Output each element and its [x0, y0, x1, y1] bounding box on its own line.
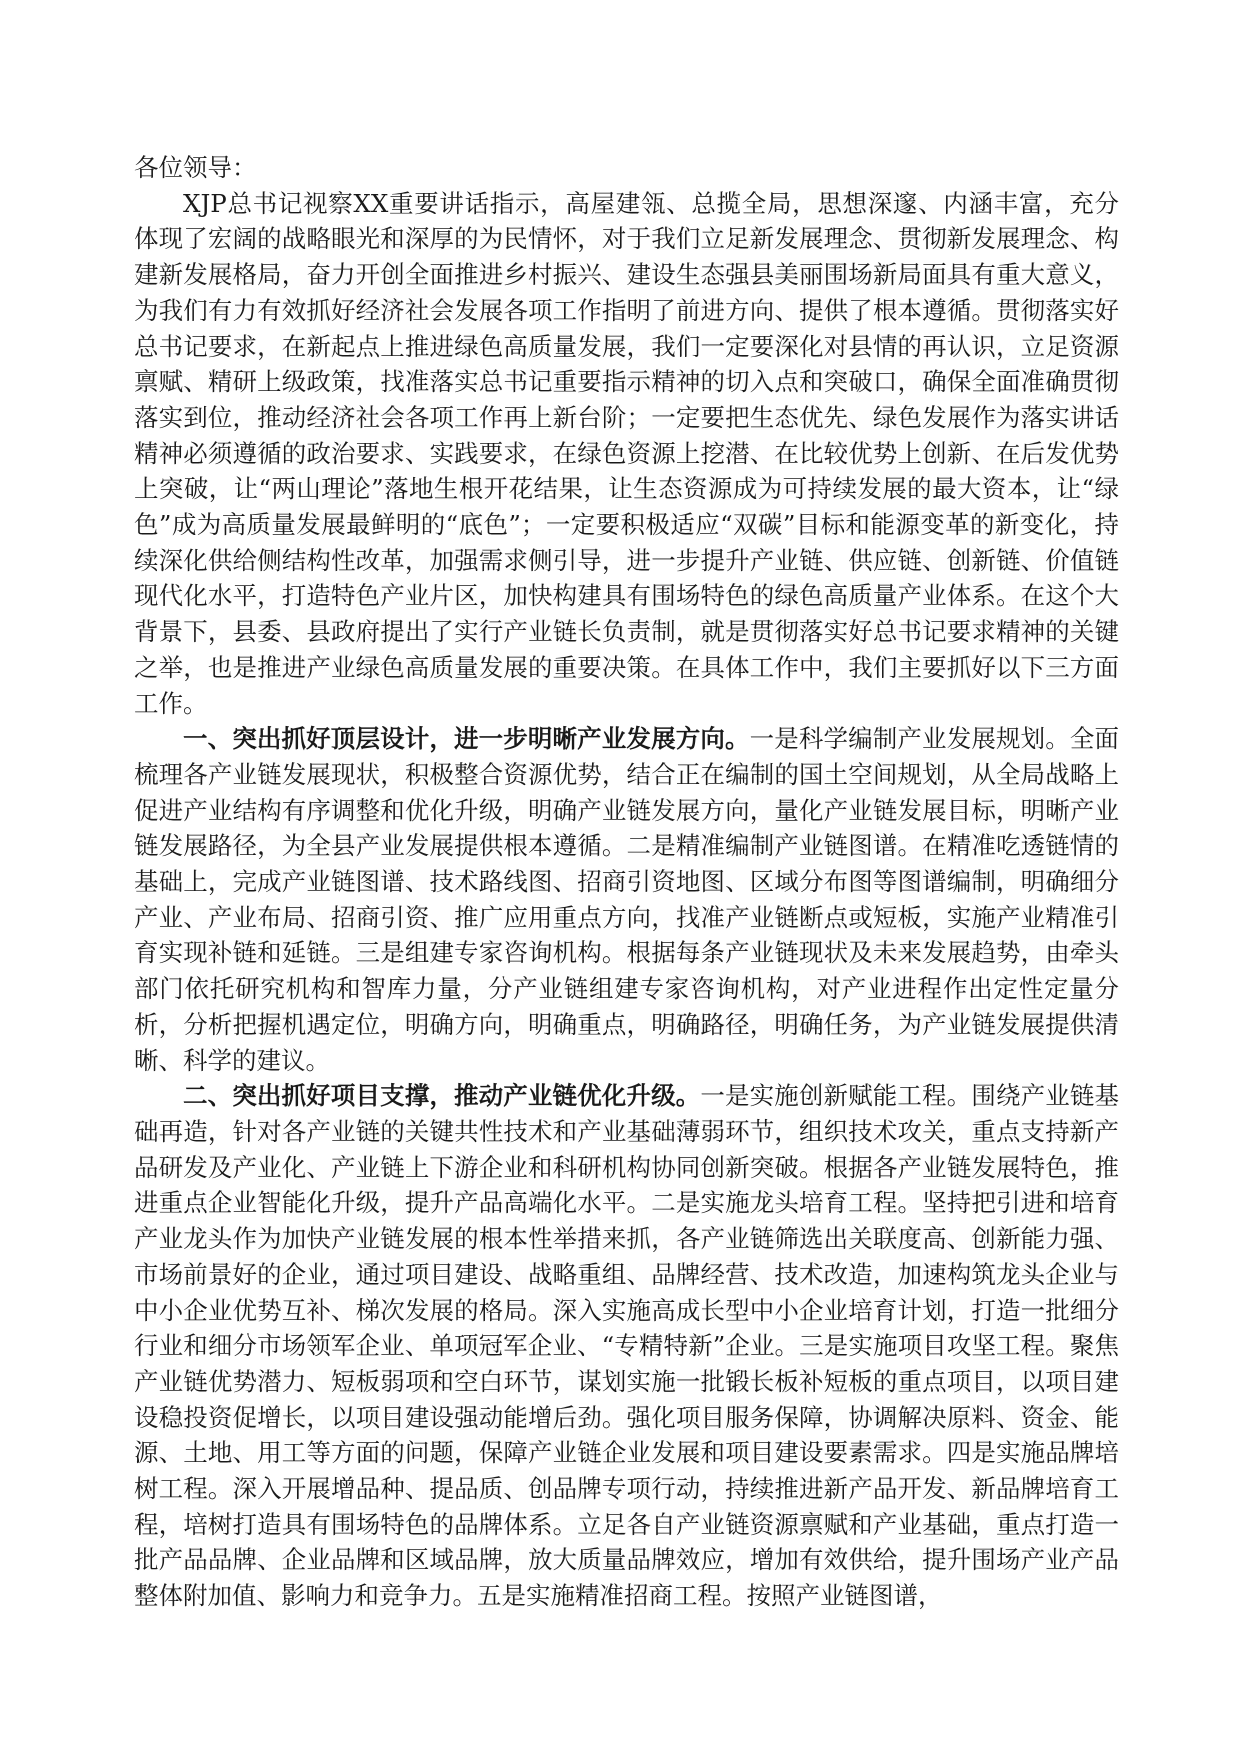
- section-1-paragraph: [134, 721, 1119, 1078]
- section-1-body: 一是科学编制产业发展规划。全面梳理各产业链发展现状，积极整合资源优势，结合正在编制的国土空间规划，从全局战略上促进产业结构有序调整和优化升级，明确产业链发展方向，量化产业链发展目标，明晰产业链发展路径，为全县产业发展提供根本遵循。二是精准编制产业链图谱。在精准吃透链情的基础上，完成产业链图谱、技术路线图、招商引资地图、区域分布图等图谱编制，明确细分产业、产业布局、招商引资、推广应用重点方向，找准产业链断点或短板，实施产业精准引育实现补链和延链。三是组建专家咨询机构。根据每条产业链现状及未来发展趋势，由牵头部门依托研究机构和智库力量，分产业链组建专家咨询机构，对产业进程作出定性定量分析，分析把握机遇定位，明确方向，明确重点，明确路径，明确任务，为产业链发展提供清晰、科学的建议。: [134, 724, 1119, 1075]
- section-2-heading: 二、突出抓好项目支撑，推动产业链优化升级。: [183, 1081, 701, 1111]
- section-2-body: 一是实施创新赋能工程。围绕产业链基础再造，针对各产业链的关键共性技术和产业基础薄弱环节，组织技术攻关，重点支持新产品研发及产业化、产业链上下游企业和科研机构协同创新突破。根据各产业链发展特色，推进重点企业智能化升级，提升产品高端化水平。二是实施龙头培育工程。坚持把引进和培育产业龙头作为加快产业链发展的根本性举措来抓，各产业链筛选出关联度高、创新能力强、市场前景好的企业，通过项目建设、战略重组、品牌经营、技术改造，加速构筑龙头企业与中小企业优势互补、梯次发展的格局。深入实施高成长型中小企业培育计划，打造一批细分行业和细分市场领军企业、单项冠军企业、“专精特新”企业。三是实施项目攻坚工程。聚焦产业链优势潜力、短板弱项和空白环节，谋划实施一批锻长板补短板的重点项目，以项目建设稳投资促增长，以项目建设强动能增后劲。强化项目服务保障，协调解决原料、资金、能源、土地、用工等方面的问题，保障产业链企业发展和项目建设要素需求。四是实施品牌培树工程。深入开展增品种、提品质、创品牌专项行动，持续推进新产品开发、新品牌培育工程，培树打造具有围场特色的品牌体系。立足各自产业链资源禀赋和产业基础，重点打造一批产品品牌、企业品牌和区域品牌，放大质量品牌效应，增加有效供给，提升围场产业产品整体附加值、影响力和竞争力。五是实施精准招商工程。按照产业链图谱，: [134, 1081, 1120, 1611]
- document-page: [134, 150, 1119, 1614]
- salutation: 各位领导：: [134, 153, 257, 182]
- section-1-heading: 一、突出抓好顶层设计，进一步明晰产业发展方向。: [183, 724, 750, 754]
- section-2-paragraph: [134, 1078, 1119, 1614]
- intro-paragraph: XJP总书记视察XX重要讲话指示，高屋建瓴、总揽全局，思想深邃、内涵丰富，充分体现了宏阔的战略眼光和深厚的为民情怀，对于我们立足新发展理念、贯彻新发展理念、构建新发展格局，奋力开创全面推进乡村振兴、建设生态强县美丽围场新局面具有重大意义，为我们有力有效抓好经济社会发展各项工作指明了前进方向、提供了根本遵循。贯彻落实好总书记要求，在新起点上推进绿色高质量发展，我们一定要深化对县情的再认识，立足资源禀赋、精研上级政策，找准落实总书记重要指示精神的切入点和突破口，确保全面准确贯彻落实到位，推动经济社会各项工作再上新台阶；一定要把生态优先、绿色发展作为落实讲话精神必须遵循的政治要求、实践要求，在绿色资源上挖潜、在比较优势上创新、在后发优势上突破，让“两山理论”落地生根开花结果，让生态资源成为可持续发展的最大资本，让“绿色”成为高质量发展最鲜明的“底色”；一定要积极适应“双碳”目标和能源变革的新变化，持续深化供给侧结构性改革，加强需求侧引导，进一步提升产业链、供应链、创新链、价值链现代化水平，打造特色产业片区，加快构建具有围场特色的绿色高质量产业体系。在这个大背景下，县委、县政府提出了实行产业链长负责制，就是贯彻落实好总书记要求精神的关键之举，也是推进产业绿色高质量发展的重要决策。在具体工作中，我们主要抓好以下三方面工作。: [134, 188, 1119, 718]
